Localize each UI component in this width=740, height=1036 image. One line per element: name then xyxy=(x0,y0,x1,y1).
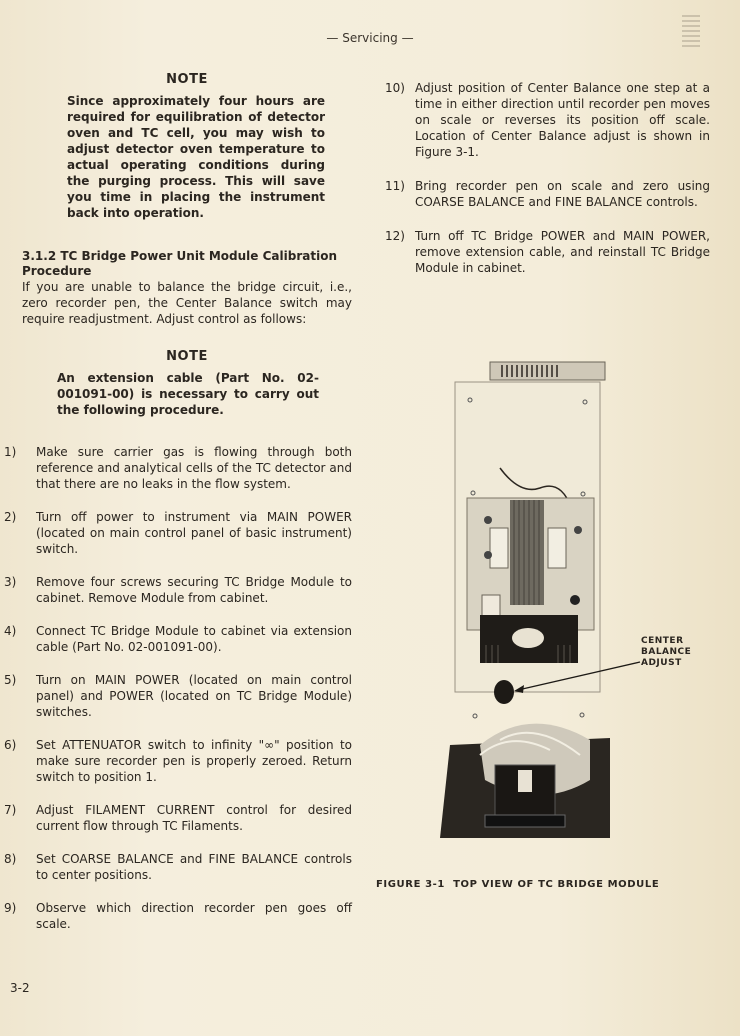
procedure-step xyxy=(4,851,352,883)
step-number: 7) xyxy=(4,803,17,817)
callout-label xyxy=(641,636,691,669)
callout-line: BALANCE xyxy=(641,647,692,657)
note-body: An extension cable (Part No. 02-001091-00) is necessary to carry out the following procedure. xyxy=(57,371,319,417)
running-header: — Servicing — xyxy=(326,31,414,45)
step-number: 3) xyxy=(4,575,17,589)
callout-line: CENTER xyxy=(641,636,684,646)
callout-line: ADJUST xyxy=(641,658,682,668)
procedure-step xyxy=(385,80,710,160)
step-text: Turn off power to instrument via MAIN POWER (located on main control panel of basic instrument) switch. xyxy=(36,510,352,556)
left-column xyxy=(4,72,352,949)
step-text: Set COARSE BALANCE and FINE BALANCE controls to center positions. xyxy=(36,852,352,882)
step-number: 1) xyxy=(4,445,17,459)
section-heading: 3.1.2 TC Bridge Power Unit Module Calibration Procedure xyxy=(22,249,337,278)
step-number: 10) xyxy=(385,81,405,95)
step-text: Bring recorder pen on scale and zero using COARSE BALANCE and FINE BALANCE controls. xyxy=(415,179,710,209)
section-intro: If you are unable to balance the bridge circuit, i.e., zero recorder pen, the Center Balance switch may require readjustment. Adjust control as follows: xyxy=(22,280,352,326)
procedure-steps xyxy=(4,444,352,932)
step-text: Turn on MAIN POWER (located on main control panel) and POWER (located on TC Bridge Module) switches. xyxy=(36,673,352,719)
procedure-step xyxy=(4,574,352,606)
figure-caption: FIGURE 3-1 TOP VIEW OF TC BRIDGE MODULE xyxy=(376,879,660,890)
tc-bridge-module-photo xyxy=(440,360,720,850)
procedure-step xyxy=(385,178,710,210)
procedure-step xyxy=(4,672,352,720)
note-body: Since approximately four hours are required for equilibration of detector oven and TC cell, you may wish to adjust detector oven temperature to actual operating conditions during the purging process. This will save you time in placing the instrument back into operation. xyxy=(67,94,325,220)
step-text: Connect TC Bridge Module to cabinet via extension cable (Part No. 02-001091-00). xyxy=(36,624,352,654)
step-text: Turn off TC Bridge POWER and MAIN POWER, remove extension cable, and reinstall TC Bridge Module in cabinet. xyxy=(415,229,710,275)
step-number: 6) xyxy=(4,738,17,752)
step-text: Adjust position of Center Balance one step at a time in either direction until recorder pen moves on scale or reverses its position off scale. Location of Center Balance adjust is shown in Figure 3-1. xyxy=(415,81,710,159)
step-number: 11) xyxy=(385,179,405,193)
step-text: Make sure carrier gas is flowing through both reference and analytical cells of the TC detector and that there are no leaks in the flow system. xyxy=(36,445,352,491)
procedure-step xyxy=(4,802,352,834)
center-balance-knob xyxy=(494,680,514,704)
procedure-step xyxy=(4,623,352,655)
procedure-step xyxy=(4,900,352,932)
note-box-2 xyxy=(22,349,352,418)
step-number: 2) xyxy=(4,510,17,524)
procedure-step xyxy=(4,444,352,492)
procedure-step xyxy=(4,509,352,557)
step-text: Observe which direction recorder pen goes off scale. xyxy=(36,901,352,931)
note-title: NOTE xyxy=(166,72,208,87)
step-number: 9) xyxy=(4,901,17,915)
step-text: Remove four screws securing TC Bridge Module to cabinet. Remove Module from cabinet. xyxy=(36,575,352,605)
procedure-step xyxy=(385,228,710,276)
step-number: 12) xyxy=(385,229,405,243)
right-column xyxy=(385,80,710,294)
step-number: 8) xyxy=(4,852,17,866)
note-box-1 xyxy=(22,72,352,221)
step-number: 4) xyxy=(4,624,17,638)
procedure-step xyxy=(4,737,352,785)
step-text: Adjust FILAMENT CURRENT control for desired current flow through TC Filaments. xyxy=(36,803,352,833)
note-title: NOTE xyxy=(166,349,208,364)
page-number: 3-2 xyxy=(10,981,30,995)
step-number: 5) xyxy=(4,673,17,687)
step-text: Set ATTENUATOR switch to infinity "∞" position to make sure recorder pen is properly zeroed. Return switch to position 1. xyxy=(36,738,352,784)
